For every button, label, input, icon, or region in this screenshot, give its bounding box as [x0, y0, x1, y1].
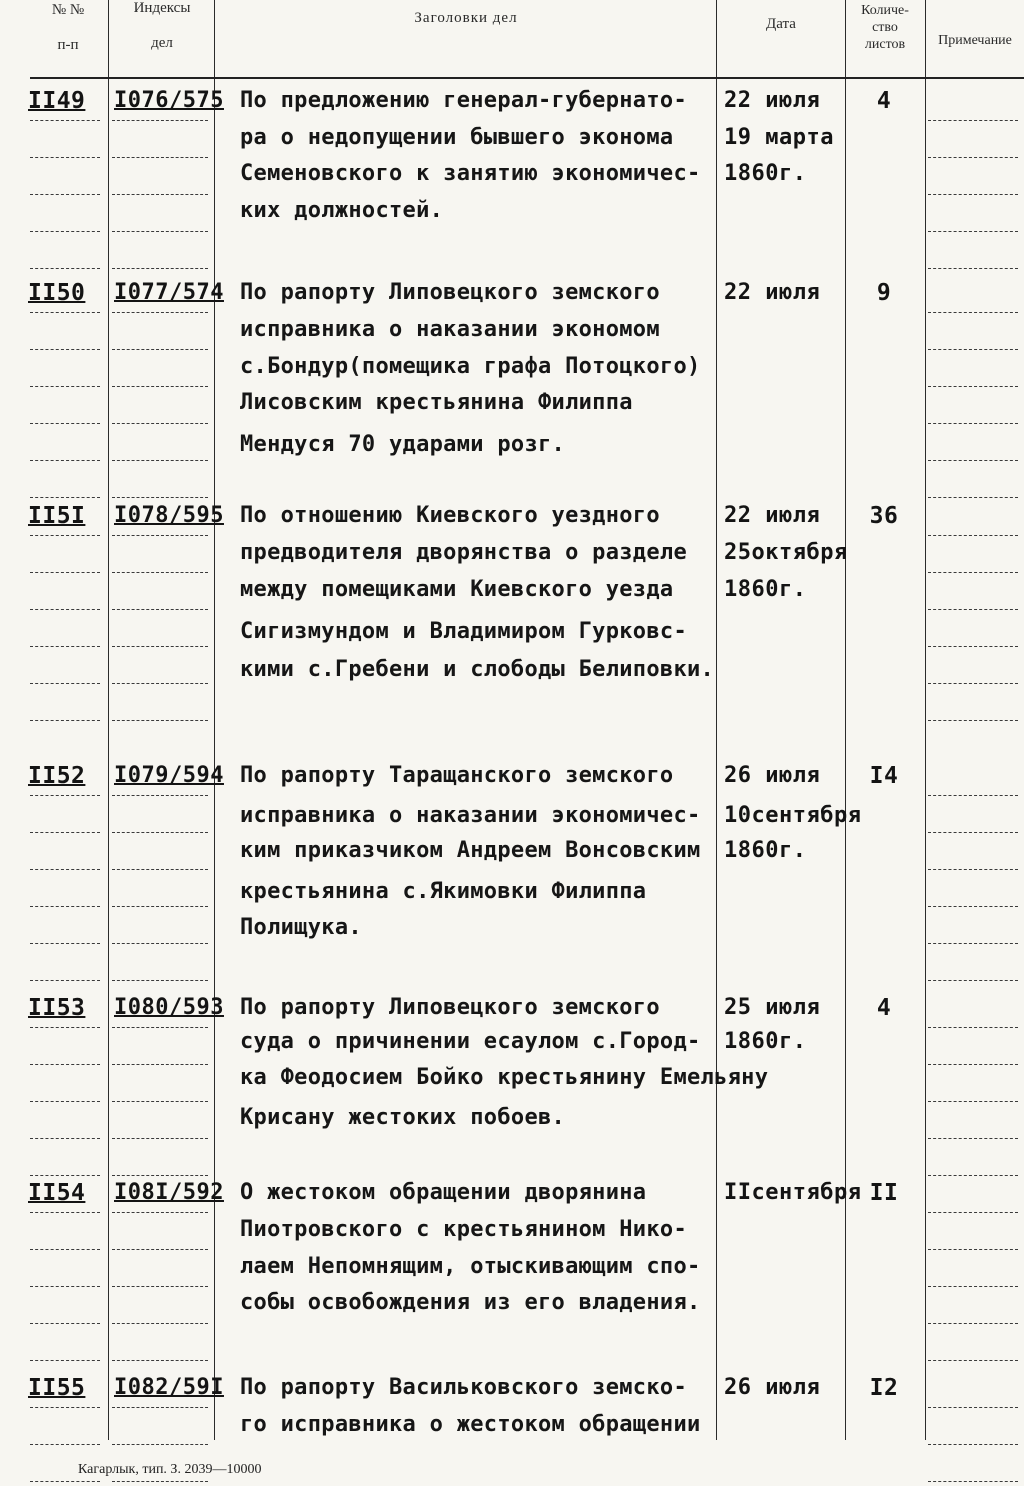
ruling-line [928, 1481, 1018, 1482]
ruling-line [112, 1027, 208, 1028]
ruling-line [112, 312, 208, 313]
row-sheets: II [869, 1180, 899, 1206]
row-title-line: исправника о наказании экономичес- [240, 803, 701, 828]
ruling-line [928, 349, 1018, 350]
ruling-line [30, 869, 100, 870]
ruling-line [112, 1481, 208, 1482]
printer-footer: Кагарлык, тип. З. 2039—10000 [78, 1462, 262, 1477]
ruling-line [112, 1138, 208, 1139]
ruling-line [30, 349, 100, 350]
column-divider [925, 0, 926, 1440]
row-index: I076/575 [114, 88, 224, 113]
row-date-line: 1860г. [724, 1029, 807, 1054]
ruling-line [928, 795, 1018, 796]
ruling-line [30, 1027, 100, 1028]
row-index: I079/594 [114, 763, 224, 788]
ruling-line [928, 1212, 1018, 1213]
header-col-notes: Примечание [938, 33, 1012, 48]
ruling-line [30, 120, 100, 121]
row-index: I078/595 [114, 503, 224, 528]
row-title-line: Сигизмундом и Владимиром Гурковс- [240, 619, 687, 644]
ruling-line [928, 1407, 1018, 1408]
ruling-line [928, 386, 1018, 387]
ruling-line [112, 1407, 208, 1408]
ruling-line [30, 832, 100, 833]
row-sheets: 4 [876, 995, 892, 1021]
ruling-line [928, 231, 1018, 232]
header-col-title: Заголовки дел [414, 10, 518, 26]
ruling-line [928, 1360, 1018, 1361]
ruling-line [30, 1101, 100, 1102]
ruling-line [928, 535, 1018, 536]
header-col-index: Индексы дел [133, 0, 191, 51]
header-col-num: № № п-п [51, 2, 85, 53]
ruling-line [112, 497, 208, 498]
ruling-line [112, 1444, 208, 1445]
ruling-line [30, 1249, 100, 1250]
ruling-line [30, 157, 100, 158]
ruling-line [30, 1064, 100, 1065]
ruling-line [112, 535, 208, 536]
row-title-line: ких должностей. [240, 198, 444, 223]
ruling-line [30, 646, 100, 647]
row-title-line: Лисовским крестьянина Филиппа [240, 390, 633, 415]
ruling-line [928, 572, 1018, 573]
ruling-line [928, 980, 1018, 981]
row-date-line: 25октября [724, 540, 848, 565]
row-title-line: предводителя дворянства о разделе [240, 540, 687, 565]
row-title-line: Семеновского к занятию экономичес- [240, 161, 701, 186]
ruling-line [112, 423, 208, 424]
row-date-line: 1860г. [724, 838, 807, 863]
row-index: I077/574 [114, 280, 224, 305]
ruling-line [112, 1212, 208, 1213]
row-number: II52 [28, 763, 86, 789]
row-title-line: исправника о наказании экономом [240, 317, 660, 342]
ruling-line [928, 1175, 1018, 1176]
ruling-line [112, 906, 208, 907]
ruling-line [30, 460, 100, 461]
ruling-line [30, 1481, 100, 1482]
row-date-line: 19 марта [724, 125, 834, 150]
ruling-line [928, 268, 1018, 269]
ruling-line [928, 1064, 1018, 1065]
ruling-line [30, 980, 100, 981]
ruling-line [112, 460, 208, 461]
ruling-line [928, 423, 1018, 424]
row-date-line: 1860г. [724, 577, 807, 602]
ruling-line [30, 906, 100, 907]
row-date-line: 26 июля [724, 763, 821, 788]
ruling-line [30, 1360, 100, 1361]
ruling-line [30, 194, 100, 195]
ruling-line [928, 609, 1018, 610]
ruling-line [928, 460, 1018, 461]
row-sheets: 9 [876, 280, 892, 306]
ruling-line [30, 268, 100, 269]
ruling-line [112, 1101, 208, 1102]
ruling-line [30, 386, 100, 387]
row-sheets: I4 [869, 763, 899, 789]
ruling-line [928, 157, 1018, 158]
ruling-line [928, 1323, 1018, 1324]
ruling-line [112, 194, 208, 195]
row-title-line: ка Феодосием Бойко крестьянину Емельяну [240, 1065, 769, 1090]
row-number: II53 [28, 995, 86, 1021]
ruling-line [112, 943, 208, 944]
ruling-line [112, 1249, 208, 1250]
row-title-line: По отношению Киевского уездного [240, 503, 660, 528]
ruling-line [928, 1101, 1018, 1102]
ruling-line [112, 386, 208, 387]
ruling-line [928, 906, 1018, 907]
ruling-line [112, 1323, 208, 1324]
row-number: II54 [28, 1180, 86, 1206]
ruling-line [30, 795, 100, 796]
row-title-line: между помещиками Киевского уезда [240, 577, 674, 602]
ruling-line [112, 1064, 208, 1065]
row-title-line: По рапорту Васильковского земско- [240, 1375, 687, 1400]
row-index: I08I/592 [114, 1180, 224, 1205]
ruling-line [112, 683, 208, 684]
row-title-line: го исправника о жестоком обращении [240, 1412, 701, 1437]
ruling-line [30, 497, 100, 498]
row-date-line: 25 июля [724, 995, 821, 1020]
row-title-line: лаем Непомнящим, отыскивающим спо- [240, 1254, 701, 1279]
row-title-line: кими с.Гребени и слободы Белиповки. [240, 657, 715, 682]
ruling-line [30, 1323, 100, 1324]
ruling-line [30, 943, 100, 944]
row-date-line: 10сентября [724, 803, 862, 828]
ruling-line [928, 1286, 1018, 1287]
row-title-line: ра о недопущении бывшего эконома [240, 125, 674, 150]
ruling-line [928, 720, 1018, 721]
ruling-line [112, 1360, 208, 1361]
ruling-line [30, 312, 100, 313]
ruling-line [112, 157, 208, 158]
ruling-line [112, 832, 208, 833]
row-date-line: 22 июля [724, 280, 821, 305]
header-col-sheets: Количе- ство листов [861, 3, 909, 52]
ruling-line [30, 1212, 100, 1213]
ruling-line [928, 646, 1018, 647]
ruling-line [928, 683, 1018, 684]
column-divider [716, 0, 717, 1440]
row-number: II55 [28, 1375, 86, 1401]
row-title-line: По рапорту Липовецкого земского [240, 995, 660, 1020]
row-number: II49 [28, 88, 86, 114]
ruling-line [30, 1407, 100, 1408]
ruling-line [112, 869, 208, 870]
ruling-line [112, 231, 208, 232]
ruling-line [112, 268, 208, 269]
ruling-line [30, 683, 100, 684]
ruling-line [112, 646, 208, 647]
ruling-line [928, 1444, 1018, 1445]
ruling-line [30, 1138, 100, 1139]
row-sheets: 4 [876, 88, 892, 114]
row-title-line: крестьянина с.Якимовки Филиппа [240, 879, 647, 904]
ruling-line [928, 497, 1018, 498]
row-sheets: I2 [869, 1375, 899, 1401]
ruling-line [30, 572, 100, 573]
ruling-line [112, 1286, 208, 1287]
ruling-line [30, 1286, 100, 1287]
row-index: I080/593 [114, 995, 224, 1020]
table-header [0, 0, 1024, 78]
row-date-line: IIсентября [724, 1180, 862, 1205]
ruling-line [928, 120, 1018, 121]
ruling-line [112, 720, 208, 721]
row-title-line: суда о причинении есаулом с.Город- [240, 1029, 701, 1054]
header-col-date: Дата [766, 16, 796, 32]
row-date-line: 22 июля [724, 88, 821, 113]
ruling-line [30, 231, 100, 232]
ruling-line [112, 1175, 208, 1176]
ruling-line [928, 194, 1018, 195]
row-index: I082/59I [114, 1375, 224, 1400]
ruling-line [30, 1444, 100, 1445]
row-date-line: 22 июля [724, 503, 821, 528]
row-title-line: По рапорту Таращанского земского [240, 763, 674, 788]
ruling-line [30, 720, 100, 721]
ruling-line [112, 609, 208, 610]
row-sheets: 36 [869, 503, 899, 529]
ruling-line [112, 349, 208, 350]
ruling-line [928, 1249, 1018, 1250]
ruling-line [112, 572, 208, 573]
row-title-line: Мендуся 70 ударами розг. [240, 432, 566, 457]
row-title-line: По предложению генерал-губернато- [240, 88, 687, 113]
ruling-line [112, 795, 208, 796]
ruling-line [928, 832, 1018, 833]
column-divider [214, 0, 215, 1440]
ruling-line [30, 609, 100, 610]
ruling-line [112, 980, 208, 981]
ruling-line [928, 869, 1018, 870]
ruling-line [112, 120, 208, 121]
row-title-line: По рапорту Липовецкого земского [240, 280, 660, 305]
row-title-line: Крисану жестоких побоев. [240, 1105, 566, 1130]
header-rule [30, 77, 1024, 79]
column-divider [845, 0, 846, 1440]
ruling-line [30, 423, 100, 424]
row-number: II5I [28, 503, 86, 529]
ruling-line [928, 1027, 1018, 1028]
row-title-line: собы освобождения из его владения. [240, 1290, 701, 1315]
ruling-line [30, 535, 100, 536]
row-number: II50 [28, 280, 86, 306]
row-title-line: Полищука. [240, 915, 362, 940]
row-date-line: 1860г. [724, 161, 807, 186]
row-title-line: с.Бондур(помещика графа Потоцкого) [240, 354, 701, 379]
row-title-line: Пиотровского с крестьянином Нико- [240, 1217, 687, 1242]
ruling-line [928, 312, 1018, 313]
row-date-line: 26 июля [724, 1375, 821, 1400]
ruling-line [928, 943, 1018, 944]
column-divider [108, 0, 109, 1440]
row-title-line: О жестоком обращении дворянина [240, 1180, 647, 1205]
ruling-line [928, 1138, 1018, 1139]
ruling-line [30, 1175, 100, 1176]
row-title-line: ким приказчиком Андреем Вонсовским [240, 838, 701, 863]
